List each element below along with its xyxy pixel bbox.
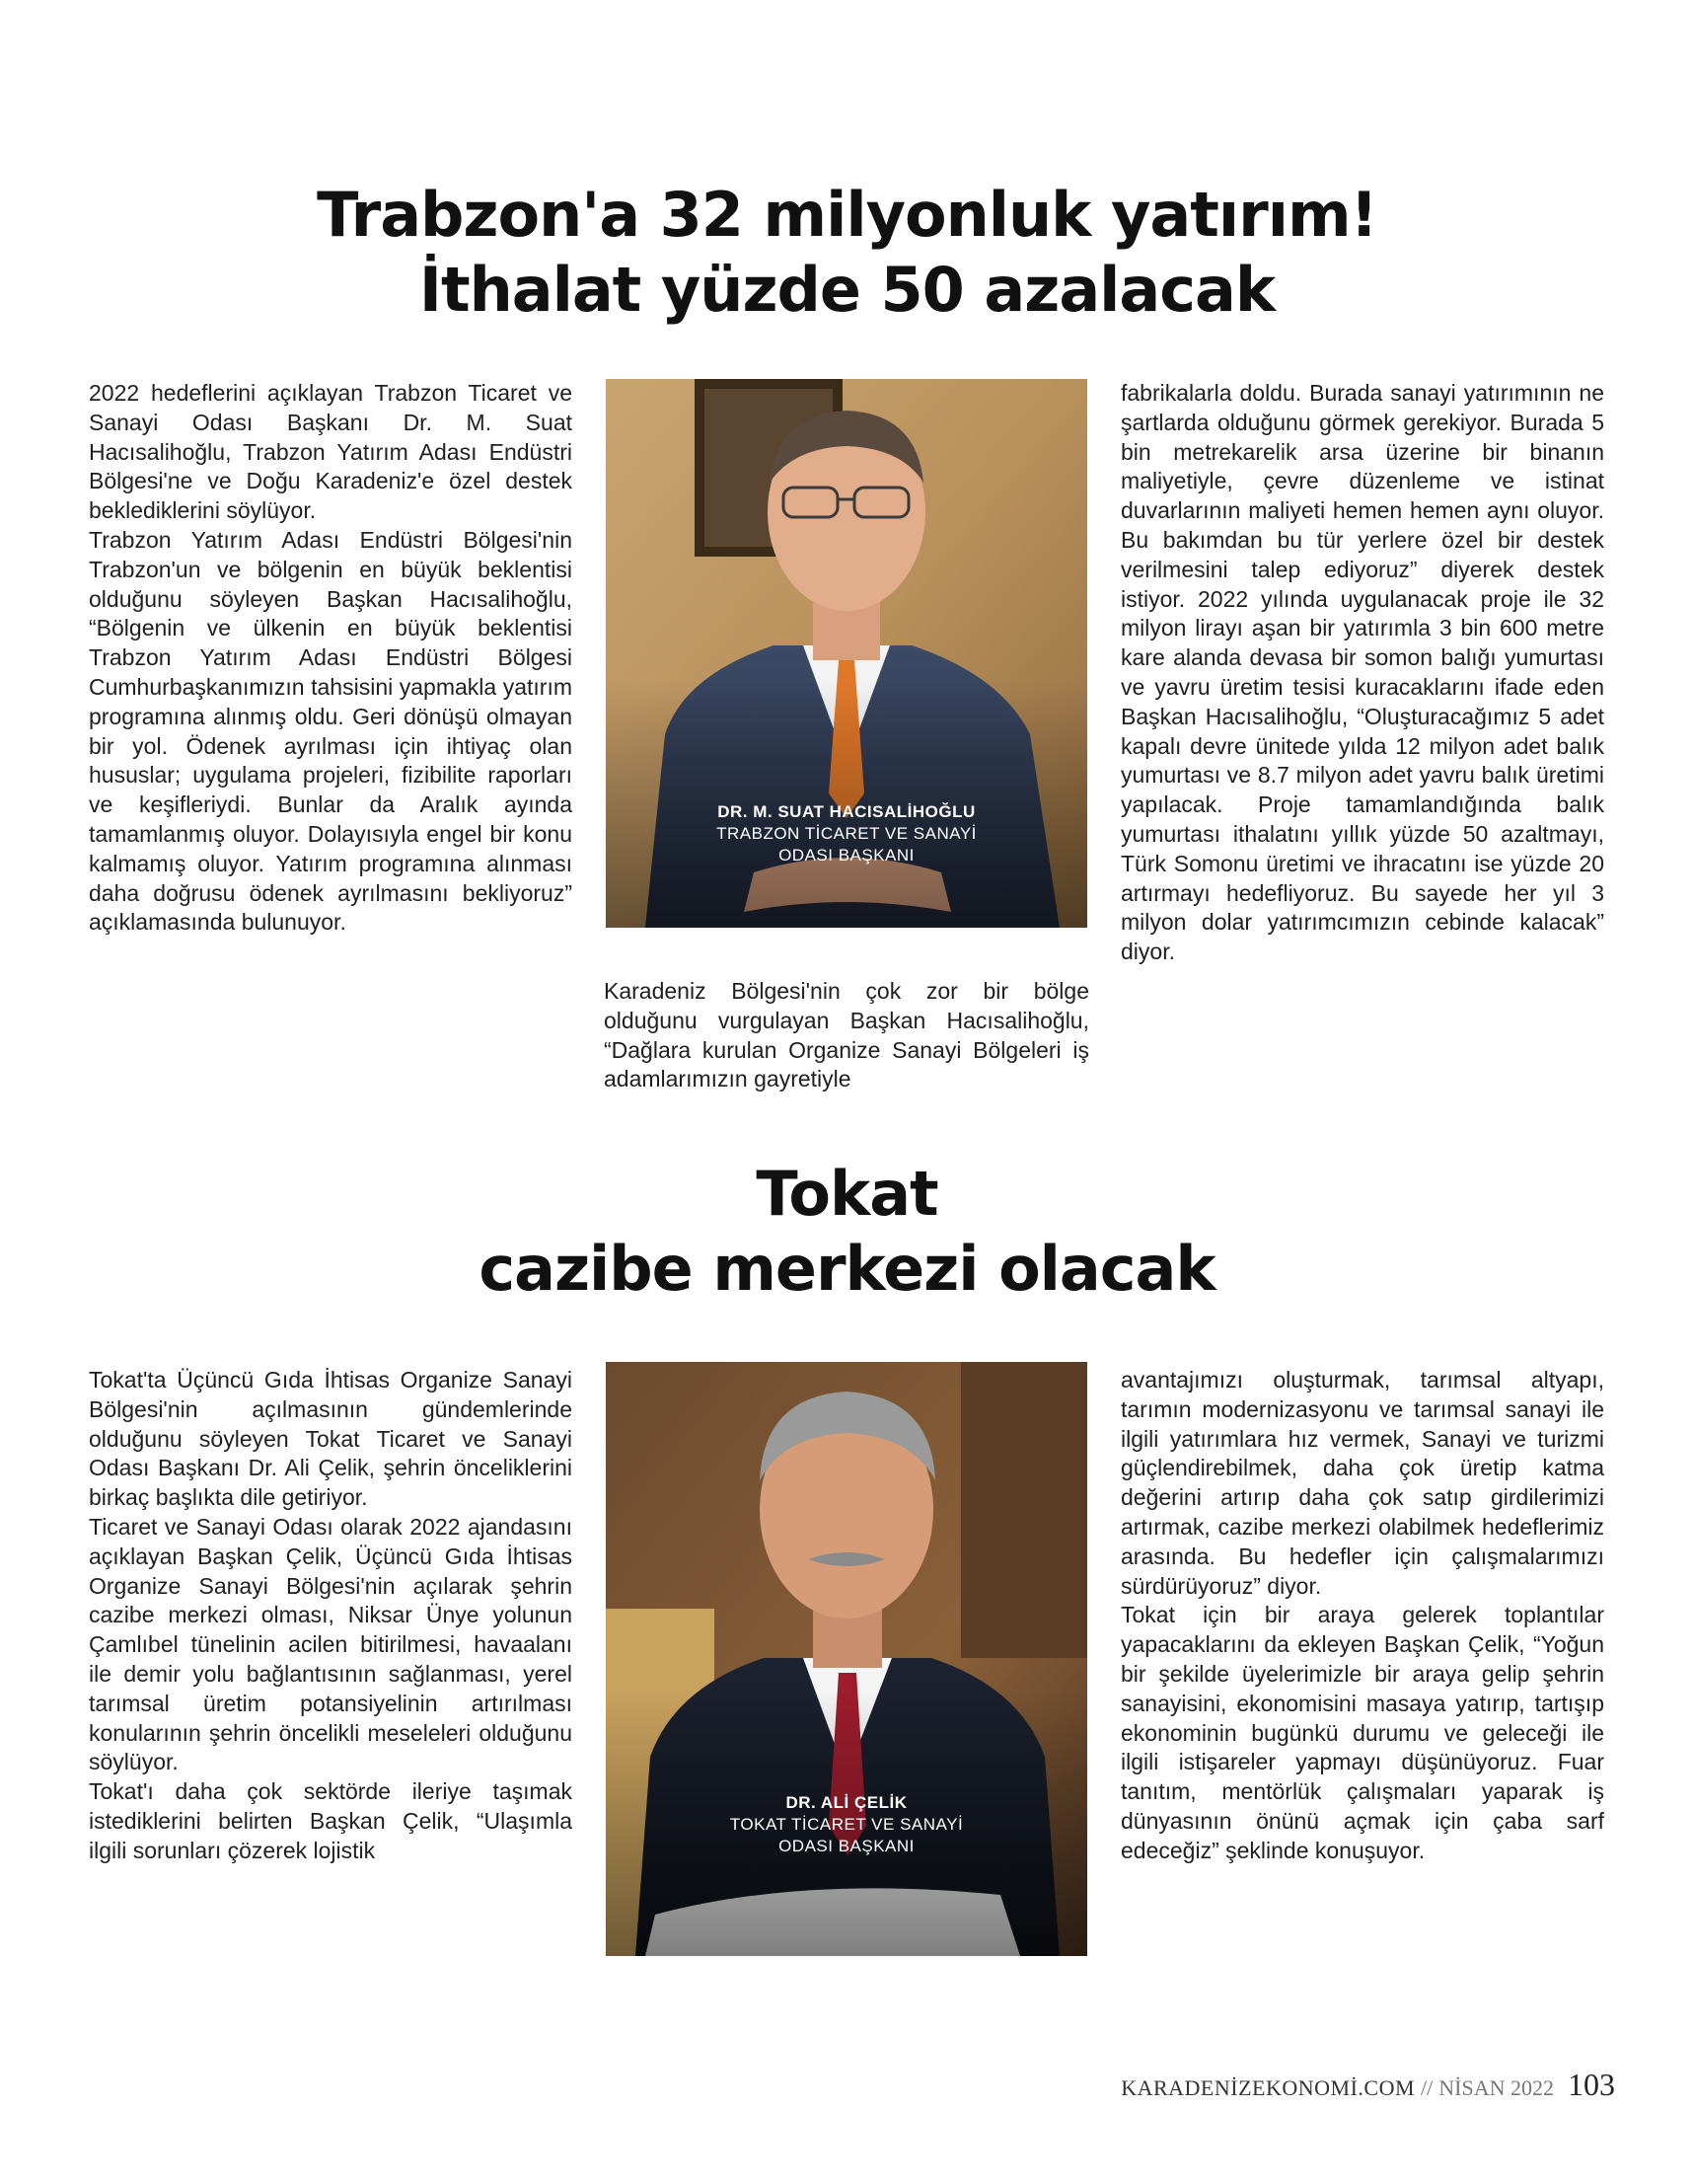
footer-separator: // (1421, 2075, 1434, 2100)
article1-title-line1: Trabzon'a 32 milyonluk yatırım! (317, 179, 1377, 251)
article1-column1 (89, 379, 572, 938)
article2-photo (606, 1362, 1087, 1956)
article1-photo (606, 379, 1087, 928)
article2-paragraph: Tokat'ta Üçüncü Gıda İhtisas Organize Sanayi Bölgesi'nin açılmasının gündemlerinde olduğunu söyleyen Tokat Ticaret ve Sanayi Odası Başkanı Dr. Ali Çelik, şehrin önceliklerini birkaç başlıkta dile getiriyor. (89, 1367, 572, 1511)
article2-headline (0, 1157, 1694, 1307)
article1-column2 (604, 977, 1089, 1094)
article2-column3 (1121, 1366, 1604, 1866)
article2-paragraph: Ticaret ve Sanayi Odası olarak 2022 ajandasını açıklayan Başkan Çelik, Üçüncü Gıda İhtisas Organize Sanayi Bölgesi'nin açılarak şehrin cazibe merkezi olması, Niksar Ünye yolunun Çamlıbel tünelinin acilen bitirilmesi, havaalanı ile demir yolu bağlantısının sağlanması, yerel tarımsal üretim potansiyelinin artırılması konularının şehrin öncelikli meseleleri olduğunu söylüyor. (89, 1513, 572, 1775)
article1-paragraph: Karadeniz Bölgesi'nin çok zor bir bölge olduğunu vurgulayan Başkan Hacısalihoğlu, “Dağlara kurulan Organize Sanayi Bölgeleri iş adamlarımızın gayretiyle (604, 978, 1089, 1092)
article1-title-line2: İthalat yüzde 50 azalacak (418, 254, 1276, 326)
page-number: 103 (1568, 2067, 1615, 2102)
article1-paragraph: 2022 hedeflerini açıklayan Trabzon Ticaret ve Sanayi Odası Başkanı Dr. M. Suat Hacısalihoğlu, Trabzon Yatırım Adası Endüstri Bölgesi'ne ve Doğu Karadeniz'e özel destek beklediklerini söylüyor. (89, 380, 572, 524)
article2-paragraph: Tokat için bir araya gelerek toplantılar yapacaklarını da ekleyen Başkan Çelik, “Yoğun bir şekilde üyelerimizle bir araya gelip şehrin sanayisini, ekonomisini masaya yatırıp, tartışıp ekonominin bugünkü durumu ve geleceği ile ilgili istişareler yapmayı düşünüyoruz. Fuar tanıtım, mentörlük çalışmaları yaparak iş dünyasının önünü açmak için çaba sarf edeceğiz” şeklinde konuşuyor. (1121, 1602, 1604, 1863)
article1-paragraph: fabrikalarla doldu. Burada sanayi yatırımının ne şartlarda olduğunu görmek gerekiyor. Burada 5 bin metrekarelik arsa üzerine bir binanın maliyetiyle, çevre düzenleme ve istinat duvarlarının maliyeti hemen hemen aynı oluyor. Bu bakımdan bu tür yerlere özel bir destek verilmesini talep ediyoruz” diyerek destek istiyor. 2022 yılında uygulanacak proje ile 32 milyon lirayı aşan bir yatırımla 3 bin 600 metre kare alanda devasa bir somon balığı yumurtası ve yavru üretim tesisi kuracaklarını ifade eden Başkan Hacısalihoğlu, “Oluşturacağımız 5 adet kapalı devre ünitede yılda 12 milyon adet balık yumurtası ve 8.7 milyon adet yavru balık üretimi yapılacak. Proje tamamlandığında balık yumurtası ithalatını yıllık yüzde 50 azaltmayı, Türk Somonu üretimi ve ihracatını ise yüzde 20 artırmayı hedefliyoruz. Bu sayede her yıl 3 milyon dolar yatırımcımızın cebinde kalacak” diyor. (1121, 380, 1604, 965)
article1-paragraph: Trabzon Yatırım Adası Endüstri Bölgesi'nin Trabzon'un ve bölgenin en büyük beklentisi olduğunu söyleyen Başkan Hacısalihoğlu, “Bölgenin ve ülkenin en büyük beklentisi Trabzon Yatırım Adası Endüstri Bölgesi Cumhurbaşkanımızın tahsisini yapmakla yatırım programına alınmış oldu. Geri dönüşü olmayan bir yol. Ödenek ayrılması için ihtiyaç olan hususlar; uygulama projeleri, fizibilite raporları ve keşifleriydi. Bunlar da Aralık ayında tamamlanmış oluyor. Dolayısıyla engel bir konu kalmamış oluyor. Yatırım programına alınması daha doğrusu ödenek ayrılmasını bekliyoruz” açıklamasında bulunuyor. (89, 526, 572, 936)
footer-site: KARADENİZEKONOMİ.COM (1121, 2075, 1416, 2100)
article2-title-line1: Tokat (756, 1158, 938, 1230)
article1-headline (0, 178, 1694, 328)
article2-paragraph: Tokat'ı daha çok sektörde ileriye taşımak istediklerini belirten Başkan Çelik, “Ulaşımla ilgili sorunları çözerek lojistik (89, 1778, 572, 1863)
article2-title-line2: cazibe merkezi olacak (479, 1233, 1215, 1305)
article2-column1 (89, 1366, 572, 1866)
caption-title-line2: ODASI BAŞKANI (778, 846, 915, 865)
caption-person-name: DR. M. SUAT HACISALİHOĞLU (717, 802, 976, 821)
article1-column3 (1121, 379, 1604, 967)
caption-person-name: DR. ALİ ÇELİK (785, 1793, 908, 1812)
article1-photo-caption (606, 801, 1087, 866)
article2-photo-caption (606, 1792, 1087, 1857)
footer-date: NİSAN 2022 (1438, 2075, 1554, 2100)
caption-title-line1: TOKAT TİCARET VE SANAYİ (729, 1815, 964, 1834)
caption-title-line2: ODASI BAŞKANI (778, 1837, 915, 1855)
portrait-celik (606, 1362, 1087, 1956)
article2-paragraph: avantajımızı oluşturmak, tarımsal altyapı, tarımın modernizasyonu ve tarımsal sanayi ile ilgili yatırımlara hız vermek, Sanayi ve turizmi güçlendirebilmek, daha çok üretip katma değerini artırıp daha çok satıp girdilerimizi artırmak, cazibe merkezi olabilmek hedeflerimiz arasında. Bu hedefler için çalışmalarımızı sürdürüyoruz” diyor. (1121, 1367, 1604, 1599)
caption-title-line1: TRABZON TİCARET VE SANAYİ (716, 824, 977, 843)
page-footer (1121, 2067, 1615, 2103)
